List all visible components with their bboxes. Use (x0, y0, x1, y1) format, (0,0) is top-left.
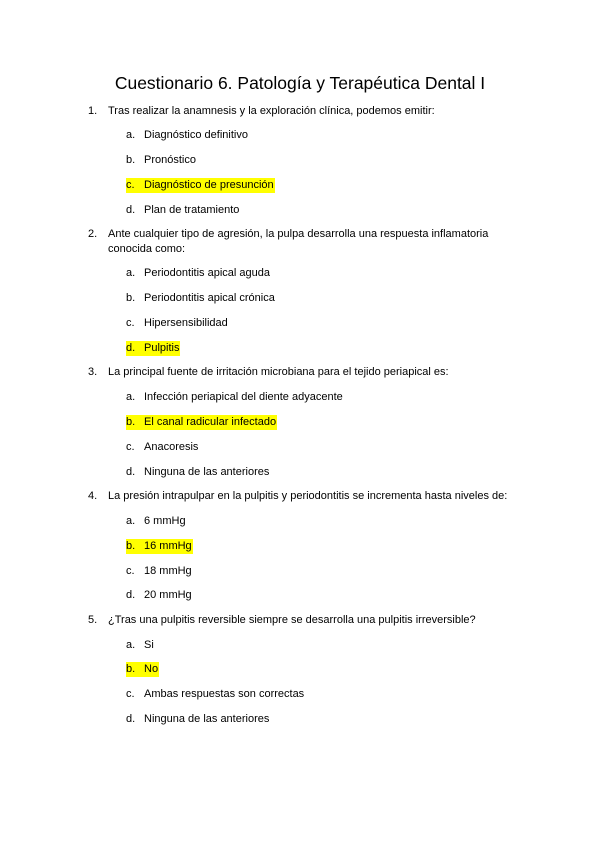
option-text: Periodontitis apical aguda (144, 267, 270, 279)
option-letter: b. (126, 540, 136, 552)
option-text: No (144, 663, 159, 675)
question-2-option-d-highlighted (126, 341, 180, 356)
option-text: Plan de tratamiento (144, 204, 240, 216)
option-letter: d. (126, 589, 136, 601)
option-text: Infección periapical del diente adyacente (144, 391, 343, 403)
option-letter: a. (126, 391, 136, 403)
option-letter: d. (126, 204, 136, 216)
question-2-option-a (126, 266, 270, 281)
option-text: Diagnóstico de presunción (144, 179, 274, 191)
option-text: 18 mmHg (144, 565, 192, 577)
option-text: Diagnóstico definitivo (144, 129, 248, 141)
question-5-option-c (126, 687, 304, 702)
option-text: 20 mmHg (144, 589, 192, 601)
question-number: 5. (88, 614, 98, 626)
option-letter: d. (126, 466, 136, 478)
option-text: 16 mmHg (144, 540, 192, 552)
option-text: Pronóstico (144, 154, 196, 166)
question-2 (88, 227, 518, 257)
question-5 (88, 613, 518, 628)
option-letter: a. (126, 639, 136, 651)
option-text: Ambas respuestas son correctas (144, 688, 305, 700)
option-letter: c. (126, 688, 135, 700)
option-text: Periodontitis apical crónica (144, 292, 275, 304)
option-letter: a. (126, 515, 136, 527)
option-letter: c. (126, 565, 135, 577)
question-1-option-b (126, 153, 196, 168)
question-4-option-a (126, 514, 186, 529)
option-text: Ninguna de las anteriores (144, 713, 270, 725)
option-text: Ninguna de las anteriores (144, 466, 270, 478)
option-text: El canal radicular infectado (144, 416, 277, 428)
question-1-option-d (126, 203, 239, 218)
question-3-option-d (126, 465, 269, 480)
option-letter: c. (126, 317, 135, 329)
question-3-option-b-highlighted (126, 415, 277, 430)
question-text: Tras realizar la anamnesis y la exploración clínica, podemos emitir: (108, 105, 435, 117)
question-text: ¿Tras una pulpitis reversible siempre se desarrolla una pulpitis irreversible? (108, 614, 476, 626)
option-letter: c. (126, 441, 135, 453)
option-letter: c. (126, 179, 135, 191)
question-4-option-d (126, 588, 192, 603)
question-2-option-b (126, 291, 275, 306)
question-1-option-c-highlighted (126, 178, 275, 193)
question-5-option-d (126, 712, 269, 727)
option-letter: b. (126, 292, 136, 304)
option-letter: b. (126, 663, 136, 675)
option-letter: d. (126, 342, 136, 354)
option-letter: a. (126, 267, 136, 279)
option-text: Pulpitis (144, 342, 180, 354)
page-title: Cuestionario 6. Patología y Terapéutica Dental I (114, 73, 486, 93)
option-text: 6 mmHg (144, 515, 186, 527)
question-3-option-c (126, 440, 198, 455)
question-number: 3. (88, 366, 98, 378)
question-text: Ante cualquier tipo de agresión, la pulpa desarrolla una respuesta inflamatoria conocida como: (108, 228, 489, 255)
option-letter: b. (126, 416, 136, 428)
question-3-option-a (126, 390, 343, 405)
question-text: La principal fuente de irritación microbiana para el tejido periapical es: (108, 366, 449, 378)
question-number: 4. (88, 490, 98, 502)
question-number: 1. (88, 105, 98, 117)
question-4 (88, 489, 518, 504)
question-1 (88, 104, 518, 119)
question-5-option-b-highlighted (126, 662, 159, 677)
question-2-option-c (126, 316, 228, 331)
question-number: 2. (88, 228, 98, 240)
option-letter: d. (126, 713, 136, 725)
option-text: Hipersensibilidad (144, 317, 228, 329)
question-1-option-a (126, 128, 248, 143)
question-3 (88, 365, 518, 380)
question-5-option-a (126, 638, 154, 653)
question-4-option-c (126, 564, 192, 579)
question-text: La presión intrapulpar en la pulpitis y periodontitis se incrementa hasta niveles de: (108, 490, 508, 502)
option-text: Anacoresis (144, 441, 199, 453)
question-4-option-b-highlighted (126, 539, 193, 554)
option-letter: a. (126, 129, 136, 141)
option-letter: b. (126, 154, 136, 166)
option-text: Si (144, 639, 154, 651)
